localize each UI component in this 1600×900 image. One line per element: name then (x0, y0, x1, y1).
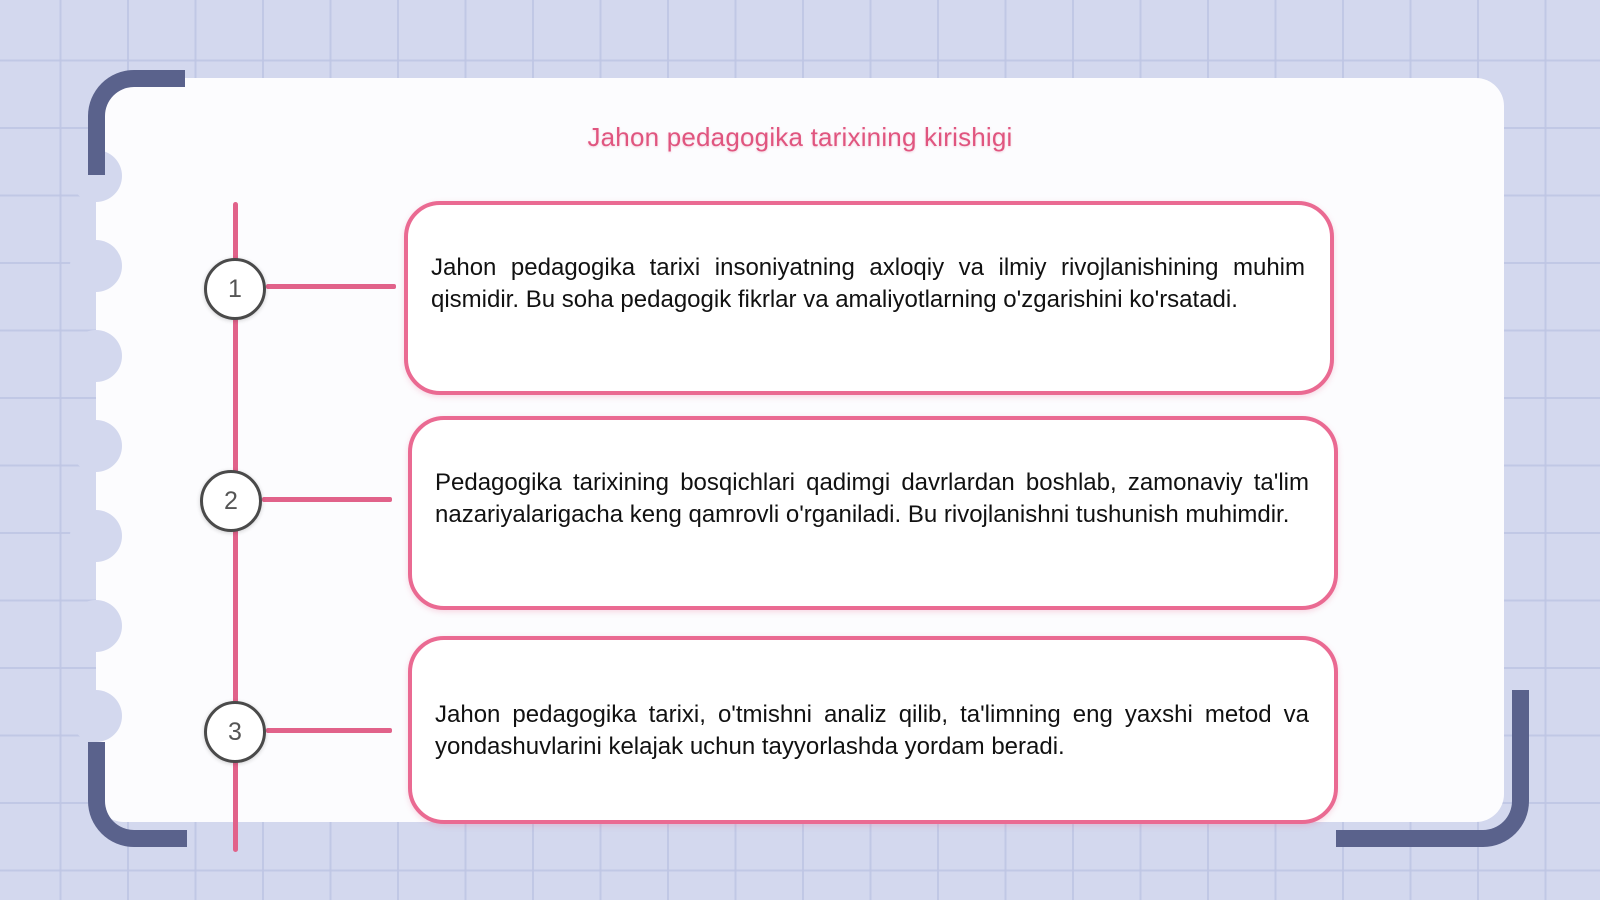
binder-notch (70, 600, 122, 652)
step-number: 3 (228, 717, 242, 746)
timeline-connector-2 (262, 497, 392, 502)
frame-corner-bottom-left (88, 742, 187, 847)
step-marker-3 (204, 701, 266, 763)
step-number: 1 (228, 274, 242, 303)
binder-notch (70, 420, 122, 472)
binder-notch (70, 510, 122, 562)
step-card-3-text: Jahon pedagogika tarixi, o'tmishni analiz qilib, ta'limning eng yaxshi metod va yondashuvlarini kelajak uchun tayyorlashda yordam beradi. (435, 701, 1309, 760)
binder-notch (70, 690, 122, 742)
binder-notch (70, 240, 122, 292)
step-marker-2 (200, 470, 262, 532)
timeline-connector-1 (266, 284, 396, 289)
step-marker-1 (204, 258, 266, 320)
slide-title: Jahon pedagogika tarixining kirishigi (587, 122, 1013, 152)
timeline-connector-3 (266, 728, 392, 733)
step-number: 2 (224, 486, 238, 515)
step-card-1-text: Jahon pedagogika tarixi insoniyatning axloqiy va ilmiy rivojlanishining muhim qismidir. Bu soha pedagogik fikrlar va amaliyotlarning o'zgarishini ko'rsatadi. (431, 254, 1305, 313)
step-card-2-text: Pedagogika tarixining bosqichlari qadimgi davrlardan boshlab, zamonaviy ta'lim nazariyalarigacha keng qamrovli o'rganiladi. Bu rivojlanishni tushunish muhimdir. (435, 469, 1309, 528)
binder-notch (70, 330, 122, 382)
frame-corner-bottom-right (1336, 690, 1529, 847)
